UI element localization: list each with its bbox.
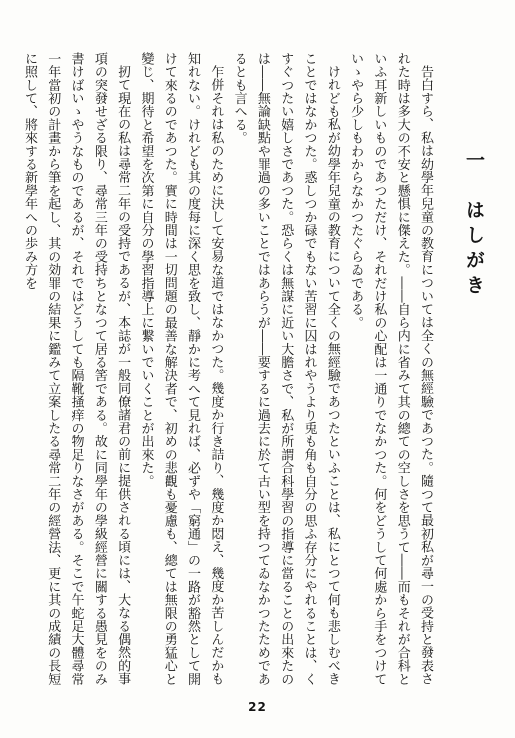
page-number: 22 <box>248 700 267 714</box>
paragraph-4: 扨て現在の私は尋常二年の受持であるが、本誌が一般同僚諸君の前に提供される頃には、大なる偶然的事項の突發せざる限り、尋常三年の受持ちとなつて居る筈である。故に同學年の學級經營に關する愚見をのみ書けばいゝやうなものであるが、それではどうしても隔靴掻痒の物足りなさがある。そこで午蛇足大體尋常一年當初の計畫から筆を起し、其の効罪の結果に鑑みて立案したる尋常二年の經營法、更に其の成績の長短に照して、將來する新學年への歩み方を <box>21 52 131 686</box>
paragraph-1: 告白すら、私は幼學年兒童の教育については全くの無經驗であつた。隨つて最初私が尋一の受持と發表された時は多大の不安と懸惧に傑えた。――自ら内に省みて其の總ての空しさを思うて――而もそれが合科といふ耳新しいものであつただけ、それだけ私の心配は一通りでなかつた。何をどうして何處から手をつけていゝやら少しもわからなかつたぐらゐである。 <box>348 52 433 686</box>
body-text <box>21 52 437 688</box>
paragraph-3: 乍併それは私のために決して安易な道ではなかつた。幾度か行き詰り、幾度か悶え、幾度か苦しんだかも知れない。けれども其の度每に深く思を致し、靜かに考へて見れば、必ずや「窮通」の一路が豁然として開けて來るのであつた。實に時間は一切問題の最善な解決者で、初めの悲觀も憂慮も、總ては無限の勇猛心と變じ、期待と希望を次第に自分の學習指導上に繋いでいくことが出來た。 <box>138 52 224 686</box>
section-heading: 一 はしがき <box>463 150 485 300</box>
paragraph-2: けれども私が幼學年兒童の教育について全くの無經驗であつたといふことは、私にとつて何も悲しむべきことではなかつた。惑しつか碌でもない苦習に囚はれやうより兎も角も自分の思ふ存分にやれることは、くすぐつたい嬉しさであつた。恐らくは無謀に近い大膽さで、私が所謂合科學習の指導に當ることの出來たのは――無論缺點や罪過の多いことではあらうが――要するに過去に於て古い型を持つてゐなかつたためであるとも言へる。 <box>231 52 340 686</box>
